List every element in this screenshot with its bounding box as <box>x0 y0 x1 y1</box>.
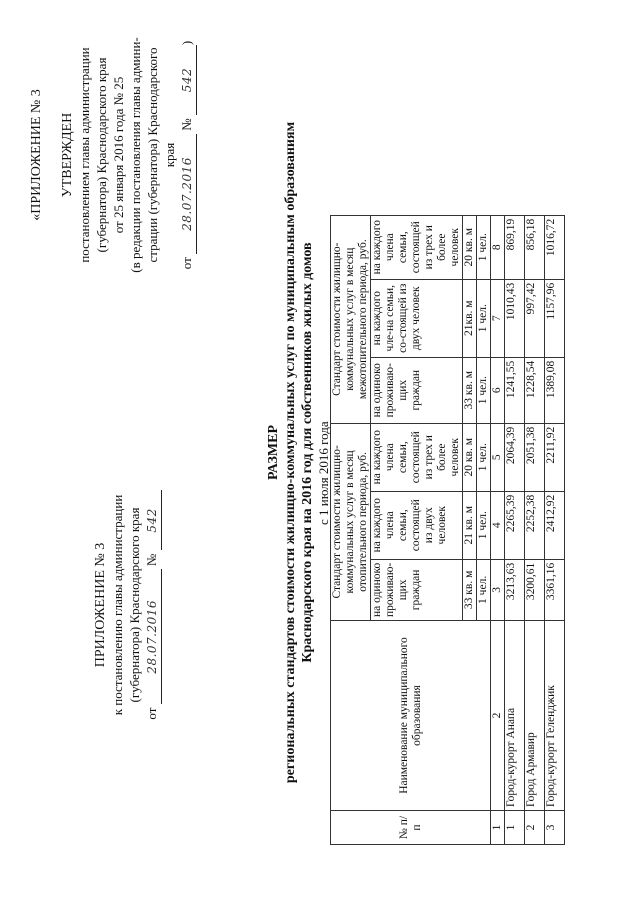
value-cell: 2064,39 <box>505 423 525 491</box>
right-line3: от 25 января 2016 года № 25 <box>111 76 126 234</box>
municipality-name: Город-курорт Анапа <box>505 621 525 811</box>
right-line2: (губернатора) Краснодарского края <box>94 57 109 253</box>
standards-table <box>330 215 565 845</box>
value-cell: 856,18 <box>525 215 545 279</box>
area-cell: 33 кв. м <box>463 357 477 423</box>
left-appendix-title: ПРИЛОЖЕНИЕ № 3 <box>93 542 108 668</box>
handwritten-number: 542 <box>180 67 194 93</box>
area-cell: 21 кв. м <box>463 491 477 559</box>
document-title <box>265 0 316 905</box>
title-line1: РАЗМЕР <box>266 425 281 481</box>
period-subtitle: с 1 июля 2016 года <box>316 421 331 525</box>
value-cell: 869,19 <box>505 215 525 279</box>
closing-paren: ) <box>179 40 194 46</box>
column-number: 6 <box>491 357 505 423</box>
date-field <box>143 569 162 704</box>
value-cell: 2412,92 <box>545 491 565 559</box>
value-cell: 2211,92 <box>545 423 565 491</box>
column-number: 2 <box>491 621 505 811</box>
sub-three-plus: на каждого члена семьи, состоящей из трех и более человек <box>371 423 463 491</box>
column-number: 3 <box>491 559 505 620</box>
right-header-block <box>28 5 197 305</box>
area-cell: 20 кв. м <box>463 423 477 491</box>
left-header-block <box>92 455 162 755</box>
municipality-name: Город Армавир <box>525 621 545 811</box>
persons-cell: 1 чел. <box>477 357 491 423</box>
value-cell: 1157,96 <box>545 279 565 357</box>
header-heating-period: Стандарт стоимости жилищно-коммунальных услуг в месяц отопительного периода, руб. <box>331 423 371 620</box>
value-cell: 3361,16 <box>545 559 565 620</box>
value-cell: 3213,63 <box>505 559 525 620</box>
table-row <box>525 215 545 844</box>
header-number: № п/п <box>331 811 491 845</box>
from-label: от <box>179 257 194 270</box>
persons-cell: 1 чел. <box>477 215 491 279</box>
right-line1: постановлением главы администрации <box>77 47 92 263</box>
row-number: 3 <box>545 811 565 845</box>
row-number: 1 <box>505 811 525 845</box>
header-name: Наименование муниципального образования <box>331 621 491 811</box>
area-cell: 20 кв. м <box>463 215 477 279</box>
left-line1: к постановлению главы администрации <box>110 494 125 716</box>
number-field <box>143 490 162 550</box>
right-line6: края <box>162 142 177 168</box>
sub-single: на одиноко проживаю-щих граждан <box>371 357 463 423</box>
value-cell: 1389,08 <box>545 357 565 423</box>
column-number: 1 <box>491 811 505 845</box>
column-number: 4 <box>491 491 505 559</box>
municipality-name: Город-курорт Геленджик <box>545 621 565 811</box>
value-cell: 1010,43 <box>505 279 525 357</box>
handwritten-date: 28.07.2016 <box>180 157 194 231</box>
header-non-heating-period: Стандарт стоимости жилищно-коммунальных услуг в месяц межотопительного периода, руб. <box>331 215 371 423</box>
persons-cell: 1 чел. <box>477 423 491 491</box>
persons-cell: 1 чел. <box>477 491 491 559</box>
value-cell: 2265,39 <box>505 491 525 559</box>
number-label: № <box>144 553 159 567</box>
value-cell: 1241,55 <box>505 357 525 423</box>
column-number-row <box>491 215 505 844</box>
left-line2: (губернатора) Краснодарского края <box>127 507 142 703</box>
column-number: 8 <box>491 215 505 279</box>
handwritten-number: 542 <box>145 508 159 533</box>
value-cell: 3200,61 <box>525 559 545 620</box>
value-cell: 1228,54 <box>525 357 545 423</box>
right-line5: страции (губернатора) Краснодарского <box>145 47 160 263</box>
right-line4: (в редакции постановления главы админи- <box>128 37 143 273</box>
number-label: № <box>179 118 194 131</box>
row-number: 2 <box>525 811 545 845</box>
title-line3: Краснодарского края на 2016 год для собственников жилых домов <box>300 242 315 663</box>
sub-two-person: на каждого члена семьи, состоящей из двух человек <box>371 491 463 559</box>
title-line2: региональных стандартов стоимости жилищно-коммунальных услуг по муниципальным образованиям <box>283 121 298 784</box>
number-field <box>178 45 197 115</box>
right-date-line <box>178 5 197 305</box>
value-cell: 1016,72 <box>545 215 565 279</box>
column-number: 5 <box>491 423 505 491</box>
from-label: от <box>144 707 159 720</box>
value-cell: 997,42 <box>525 279 545 357</box>
sub-two-person: на каждого чле-на семьи, со-стоящей из двух человек <box>371 279 463 357</box>
value-cell: 2252,38 <box>525 491 545 559</box>
date-field <box>178 134 197 254</box>
area-cell: 33 кв. м <box>463 559 477 620</box>
persons-cell: 1 чел. <box>477 559 491 620</box>
value-cell: 2051,38 <box>525 423 545 491</box>
approved-heading: УТВЕРЖДЕН <box>60 112 75 198</box>
left-date-line <box>143 455 162 755</box>
area-cell: 21кв. м <box>463 279 477 357</box>
right-appendix-title: «ПРИЛОЖЕНИЕ № 3 <box>29 89 44 221</box>
sub-three-plus: на каждого члена семьи, состоящей из трех и более человек <box>371 215 463 279</box>
persons-cell: 1 чел. <box>477 279 491 357</box>
sub-single: на одиноко проживаю-щих граждан <box>371 559 463 620</box>
column-number: 7 <box>491 279 505 357</box>
table-row <box>505 215 525 844</box>
handwritten-date: 28.07.2016 <box>145 599 159 674</box>
table-row <box>545 215 565 844</box>
